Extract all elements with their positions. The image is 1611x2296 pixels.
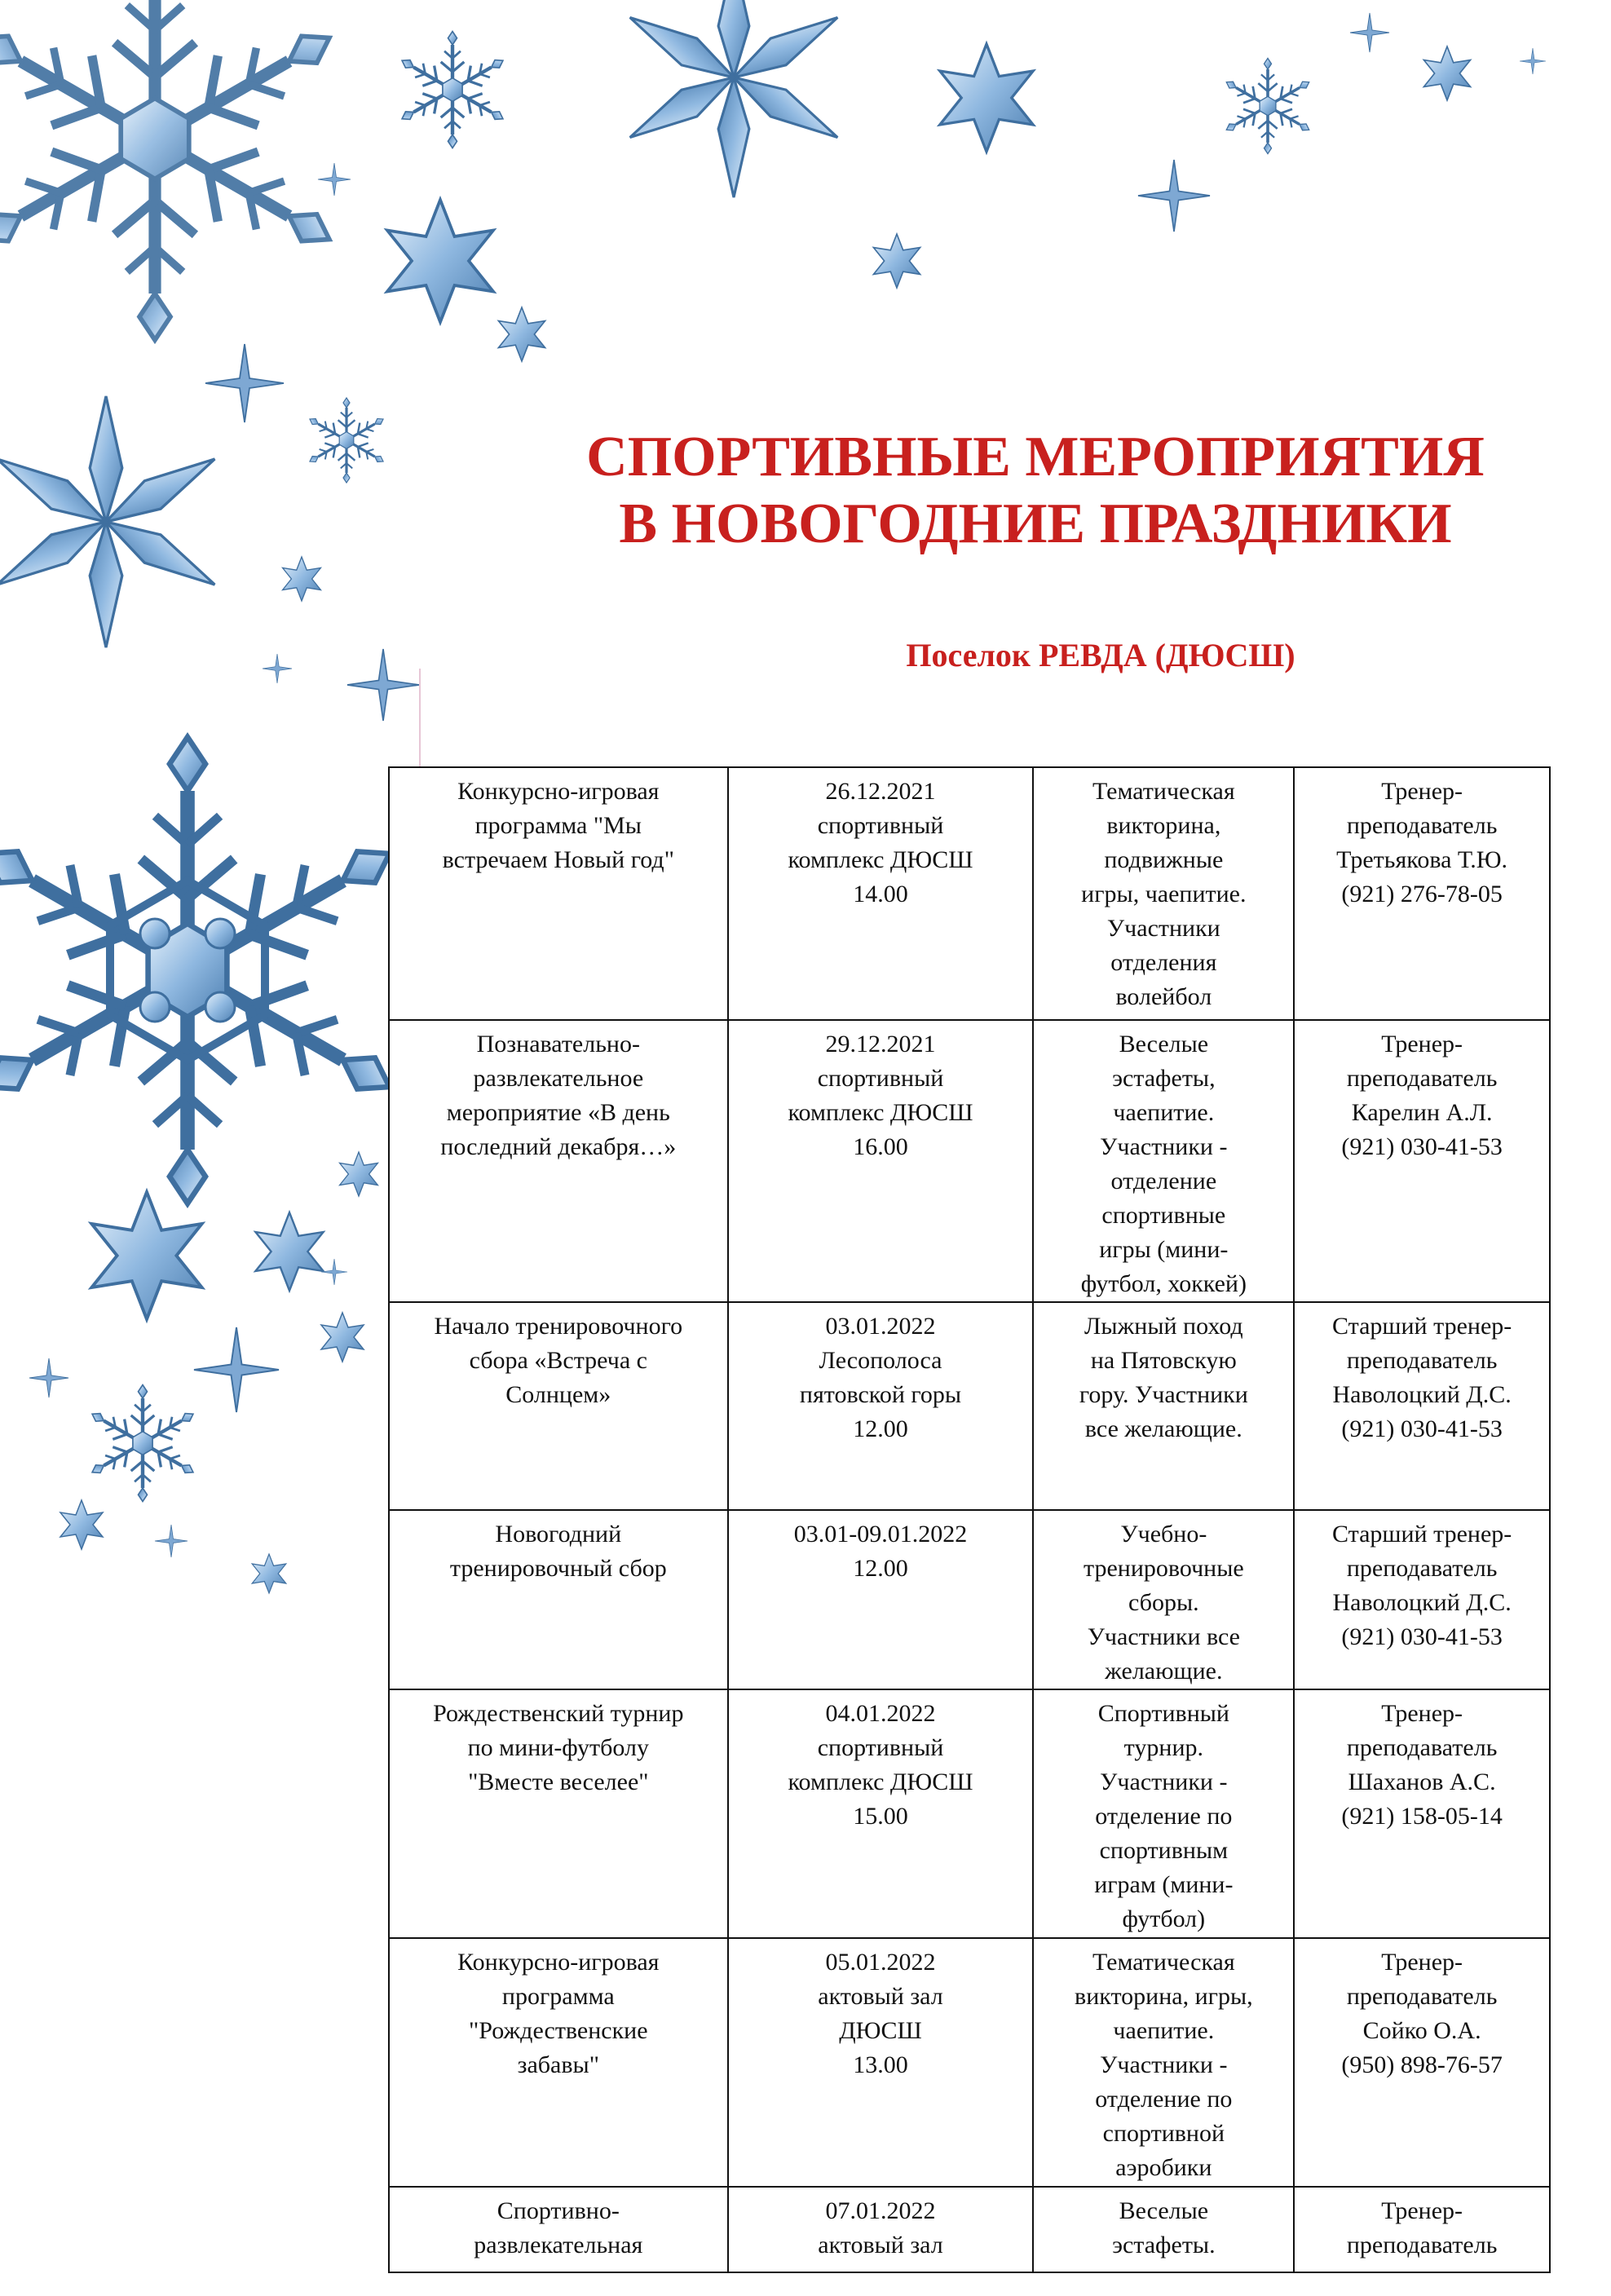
cell-text-line: сбора «Встреча с	[469, 1347, 647, 1374]
description-cell	[1033, 1302, 1294, 1510]
cell-text-line: преподаватель	[1346, 1065, 1498, 1092]
cell-text-line: игры, чаепитие.	[1081, 881, 1247, 907]
title-line-1: СПОРТИВНЫЕ МЕРОПРИЯТИЯ	[586, 426, 1485, 488]
page-subtitle: Поселок РЕВДА (ДЮСШ)	[906, 637, 1295, 673]
contact-cell	[1294, 1020, 1550, 1302]
date-place-cell	[728, 1302, 1034, 1510]
cell-text-line: по мини-футболу	[467, 1734, 649, 1761]
table-row	[389, 1302, 1550, 1510]
description-cell	[1033, 1689, 1294, 1938]
title-line-2: В НОВОГОДНИЕ ПРАЗДНИКИ	[619, 492, 1452, 555]
cell-text-line: актовый зал	[818, 1983, 943, 2010]
cell-text-line: Спортивный	[1097, 1700, 1229, 1727]
cell-text-line: футбол, хоккей)	[1080, 1270, 1247, 1297]
cell-text-line: 12.00	[853, 1555, 908, 1582]
contact-cell	[1294, 767, 1550, 1020]
cell-text-line: Лесополоса	[819, 1347, 942, 1374]
description-cell	[1033, 1938, 1294, 2187]
cell-text-line: 07.01.2022	[825, 2197, 936, 2224]
contact-cell	[1294, 1510, 1550, 1689]
date-place-cell	[728, 1689, 1034, 1938]
cell-text-line: отделение по	[1095, 1803, 1233, 1830]
cell-text-line: Тренер-	[1381, 2197, 1463, 2224]
cell-text-line: встречаем Новый год"	[442, 846, 674, 873]
table-row	[389, 1689, 1550, 1938]
cell-text-line: программа "Мы	[474, 812, 642, 839]
cell-text-line: последний декабря…»	[440, 1133, 677, 1160]
cell-text-line: сборы.	[1128, 1589, 1199, 1616]
cell-text-line: викторина, игры,	[1075, 1983, 1253, 2010]
cell-text-line: комплекс ДЮСШ	[788, 1768, 973, 1795]
cell-text-line: развлекательное	[473, 1065, 644, 1092]
cell-text-line: спортивный	[817, 1734, 944, 1761]
cell-text-line: отделение по	[1095, 2086, 1233, 2113]
cell-text-line: Новогодний	[495, 1521, 622, 1548]
contact-cell	[1294, 2187, 1550, 2272]
cell-text-line: Карелин А.Л.	[1351, 1099, 1493, 1126]
cell-text-line: Старший тренер-	[1331, 1313, 1512, 1340]
cell-text-line: программа	[501, 1983, 615, 2010]
cell-text-line: Шаханов А.С.	[1348, 1768, 1496, 1795]
cell-text-line: Конкурсно-игровая	[457, 1949, 660, 1976]
cell-text-line: Тренер-	[1381, 1700, 1463, 1727]
cell-text-line: (921) 158-05-14	[1341, 1803, 1503, 1830]
table-row	[389, 1020, 1550, 1302]
cell-text-line: мероприятие «В день	[446, 1099, 670, 1126]
cell-text-line: подвижные	[1104, 846, 1224, 873]
cell-text-line: 13.00	[853, 2051, 908, 2078]
cell-text-line: пятовской горы	[799, 1381, 962, 1408]
cell-text-line: ДЮСШ	[839, 2017, 922, 2044]
cell-text-line: Участники -	[1100, 1133, 1228, 1160]
cell-text-line: комплекс ДЮСШ	[788, 1099, 973, 1126]
cell-text-line: Тренер-	[1381, 1031, 1463, 1057]
cell-text-line: "Вместе веселее"	[468, 1768, 649, 1795]
cell-text-line: развлекательная	[474, 2232, 643, 2258]
cell-text-line: (921) 030-41-53	[1341, 1133, 1503, 1160]
cell-text-line: 16.00	[853, 1133, 908, 1160]
cell-text-line: играм (мини-	[1094, 1871, 1234, 1898]
cell-text-line: Участники -	[1100, 1768, 1228, 1795]
cell-text-line: эстафеты.	[1112, 2232, 1216, 2258]
cell-text-line: чаепитие.	[1113, 2017, 1215, 2044]
cell-text-line: футбол)	[1122, 1905, 1206, 1932]
cell-text-line: Лыжный поход	[1084, 1313, 1243, 1340]
event-cell	[389, 1510, 728, 1689]
cell-text-line: спортивным	[1099, 1837, 1229, 1864]
cell-text-line: 03.01.2022	[825, 1313, 936, 1340]
cell-text-line: 12.00	[853, 1415, 908, 1442]
description-cell	[1033, 2187, 1294, 2272]
contact-cell	[1294, 1938, 1550, 2187]
date-place-cell	[728, 767, 1034, 1020]
cell-text-line: турнир.	[1123, 1734, 1203, 1761]
description-cell	[1033, 1020, 1294, 1302]
page-title	[522, 424, 1549, 558]
cell-text-line: тренировочный сбор	[449, 1555, 667, 1582]
event-cell	[389, 1938, 728, 2187]
cell-text-line: Участники все	[1087, 1623, 1240, 1650]
cell-text-line: желающие.	[1105, 1658, 1223, 1684]
cell-text-line: чаепитие.	[1113, 1099, 1215, 1126]
cell-text-line: на Пятовскую	[1090, 1347, 1237, 1374]
cell-text-line: спортивный	[817, 812, 944, 839]
cell-text-line: актовый зал	[818, 2232, 943, 2258]
event-cell	[389, 1689, 728, 1938]
cell-text-line: Наволоцкий Д.С.	[1332, 1589, 1512, 1616]
cell-text-line: Старший тренер-	[1331, 1521, 1512, 1548]
cell-text-line: викторина,	[1106, 812, 1221, 839]
cell-text-line: преподаватель	[1346, 1347, 1498, 1374]
event-cell	[389, 1020, 728, 1302]
description-cell	[1033, 767, 1294, 1020]
cell-text-line: комплекс ДЮСШ	[788, 846, 973, 873]
cell-text-line: Участники	[1106, 915, 1220, 942]
cell-text-line: все желающие.	[1084, 1415, 1242, 1442]
events-table	[388, 766, 1551, 2273]
cell-text-line: Начало тренировочного	[434, 1313, 683, 1340]
cell-text-line: Веселые	[1119, 1031, 1209, 1057]
contact-cell	[1294, 1302, 1550, 1510]
date-place-cell	[728, 1938, 1034, 2187]
cell-text-line: 15.00	[853, 1803, 908, 1830]
cell-text-line: Веселые	[1119, 2197, 1209, 2224]
cell-text-line: Тематическая	[1092, 1949, 1235, 1976]
cell-text-line: игры (мини-	[1099, 1236, 1229, 1263]
cell-text-line: Тренер-	[1381, 778, 1463, 805]
cell-text-line: 14.00	[853, 881, 908, 907]
cell-text-line: спортивный	[817, 1065, 944, 1092]
cell-text-line: преподаватель	[1346, 1555, 1498, 1582]
cell-text-line: (950) 898-76-57	[1341, 2051, 1503, 2078]
cell-text-line: 05.01.2022	[825, 1949, 936, 1976]
cell-text-line: 03.01-09.01.2022	[793, 1521, 968, 1548]
cell-text-line: Тренер-	[1381, 1949, 1463, 1976]
cell-text-line: Познавательно-	[476, 1031, 640, 1057]
cell-text-line: спортивные	[1101, 1202, 1226, 1229]
table-row	[389, 1510, 1550, 1689]
table-row	[389, 767, 1550, 1020]
cell-text-line: спортивной	[1102, 2120, 1225, 2147]
cell-text-line: тренировочные	[1083, 1555, 1244, 1582]
event-cell	[389, 2187, 728, 2272]
cell-text-line: волейбол	[1115, 983, 1212, 1010]
cell-text-line: аэробики	[1115, 2154, 1212, 2181]
cell-text-line: 26.12.2021	[825, 778, 936, 805]
cell-text-line: эстафеты,	[1112, 1065, 1216, 1092]
cell-text-line: преподаватель	[1346, 1983, 1498, 2010]
cell-text-line: Солнцем»	[505, 1381, 611, 1408]
cell-text-line: "Рождественские	[469, 2017, 648, 2044]
date-place-cell	[728, 1510, 1034, 1689]
cell-text-line: Сойко О.А.	[1362, 2017, 1481, 2044]
cell-text-line: отделения	[1110, 949, 1217, 976]
cell-text-line: забавы"	[517, 2051, 599, 2078]
description-cell	[1033, 1510, 1294, 1689]
cell-text-line: (921) 030-41-53	[1341, 1623, 1503, 1650]
cell-text-line: 29.12.2021	[825, 1031, 936, 1057]
table-row	[389, 2187, 1550, 2272]
cell-text-line: (921) 276-78-05	[1341, 881, 1503, 907]
date-place-cell	[728, 1020, 1034, 1302]
cell-text-line: гору. Участники	[1079, 1381, 1248, 1408]
cell-text-line: Наволоцкий Д.С.	[1332, 1381, 1512, 1408]
event-cell	[389, 1302, 728, 1510]
cell-text-line: Рождественский турнир	[433, 1700, 684, 1727]
cell-text-line: Учебно-	[1120, 1521, 1207, 1548]
cell-text-line: отделение	[1110, 1168, 1217, 1194]
cell-text-line: преподаватель	[1346, 1734, 1498, 1761]
cell-text-line: Конкурсно-игровая	[457, 778, 660, 805]
cell-text-line: Участники -	[1100, 2051, 1228, 2078]
cell-text-line: (921) 030-41-53	[1341, 1415, 1503, 1442]
date-place-cell	[728, 2187, 1034, 2272]
cell-text-line: Тематическая	[1092, 778, 1235, 805]
cell-text-line: Третьякова Т.Ю.	[1336, 846, 1508, 873]
cell-text-line: 04.01.2022	[825, 1700, 936, 1727]
cell-text-line: преподаватель	[1346, 812, 1498, 839]
table-row	[389, 1938, 1550, 2187]
cell-text-line: Спортивно-	[497, 2197, 620, 2224]
event-cell	[389, 767, 728, 1020]
contact-cell	[1294, 1689, 1550, 1938]
cell-text-line: преподаватель	[1346, 2232, 1498, 2258]
